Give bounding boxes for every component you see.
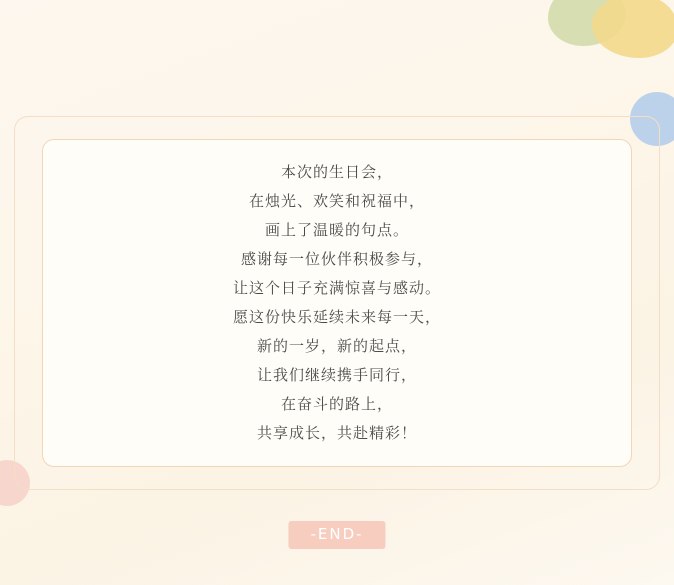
poem-line: 让这个日子充满惊喜与感动。	[232, 279, 441, 297]
end-badge: -END-	[288, 521, 385, 549]
poem-line: 愿这份快乐延续未来每一天，	[232, 308, 441, 326]
poem-line: 画上了温暖的句点。	[264, 221, 409, 239]
poem-line: 共享成长，共赴精彩！	[256, 424, 417, 442]
poem-text-block	[233, 158, 441, 448]
decor-blob-yellow	[592, 0, 674, 58]
poem-line: 本次的生日会，	[280, 163, 393, 181]
decor-blob-green	[548, 0, 626, 46]
poem-line: 让我们继续携手同行，	[256, 366, 417, 384]
poem-card	[42, 139, 632, 467]
poem-line: 新的一岁，新的起点，	[256, 337, 417, 355]
poem-line: 在奋斗的路上，	[280, 395, 393, 413]
poem-line: 在烛光、欢笑和祝福中，	[248, 192, 425, 210]
poem-line: 感谢每一位伙伴积极参与，	[240, 250, 433, 268]
